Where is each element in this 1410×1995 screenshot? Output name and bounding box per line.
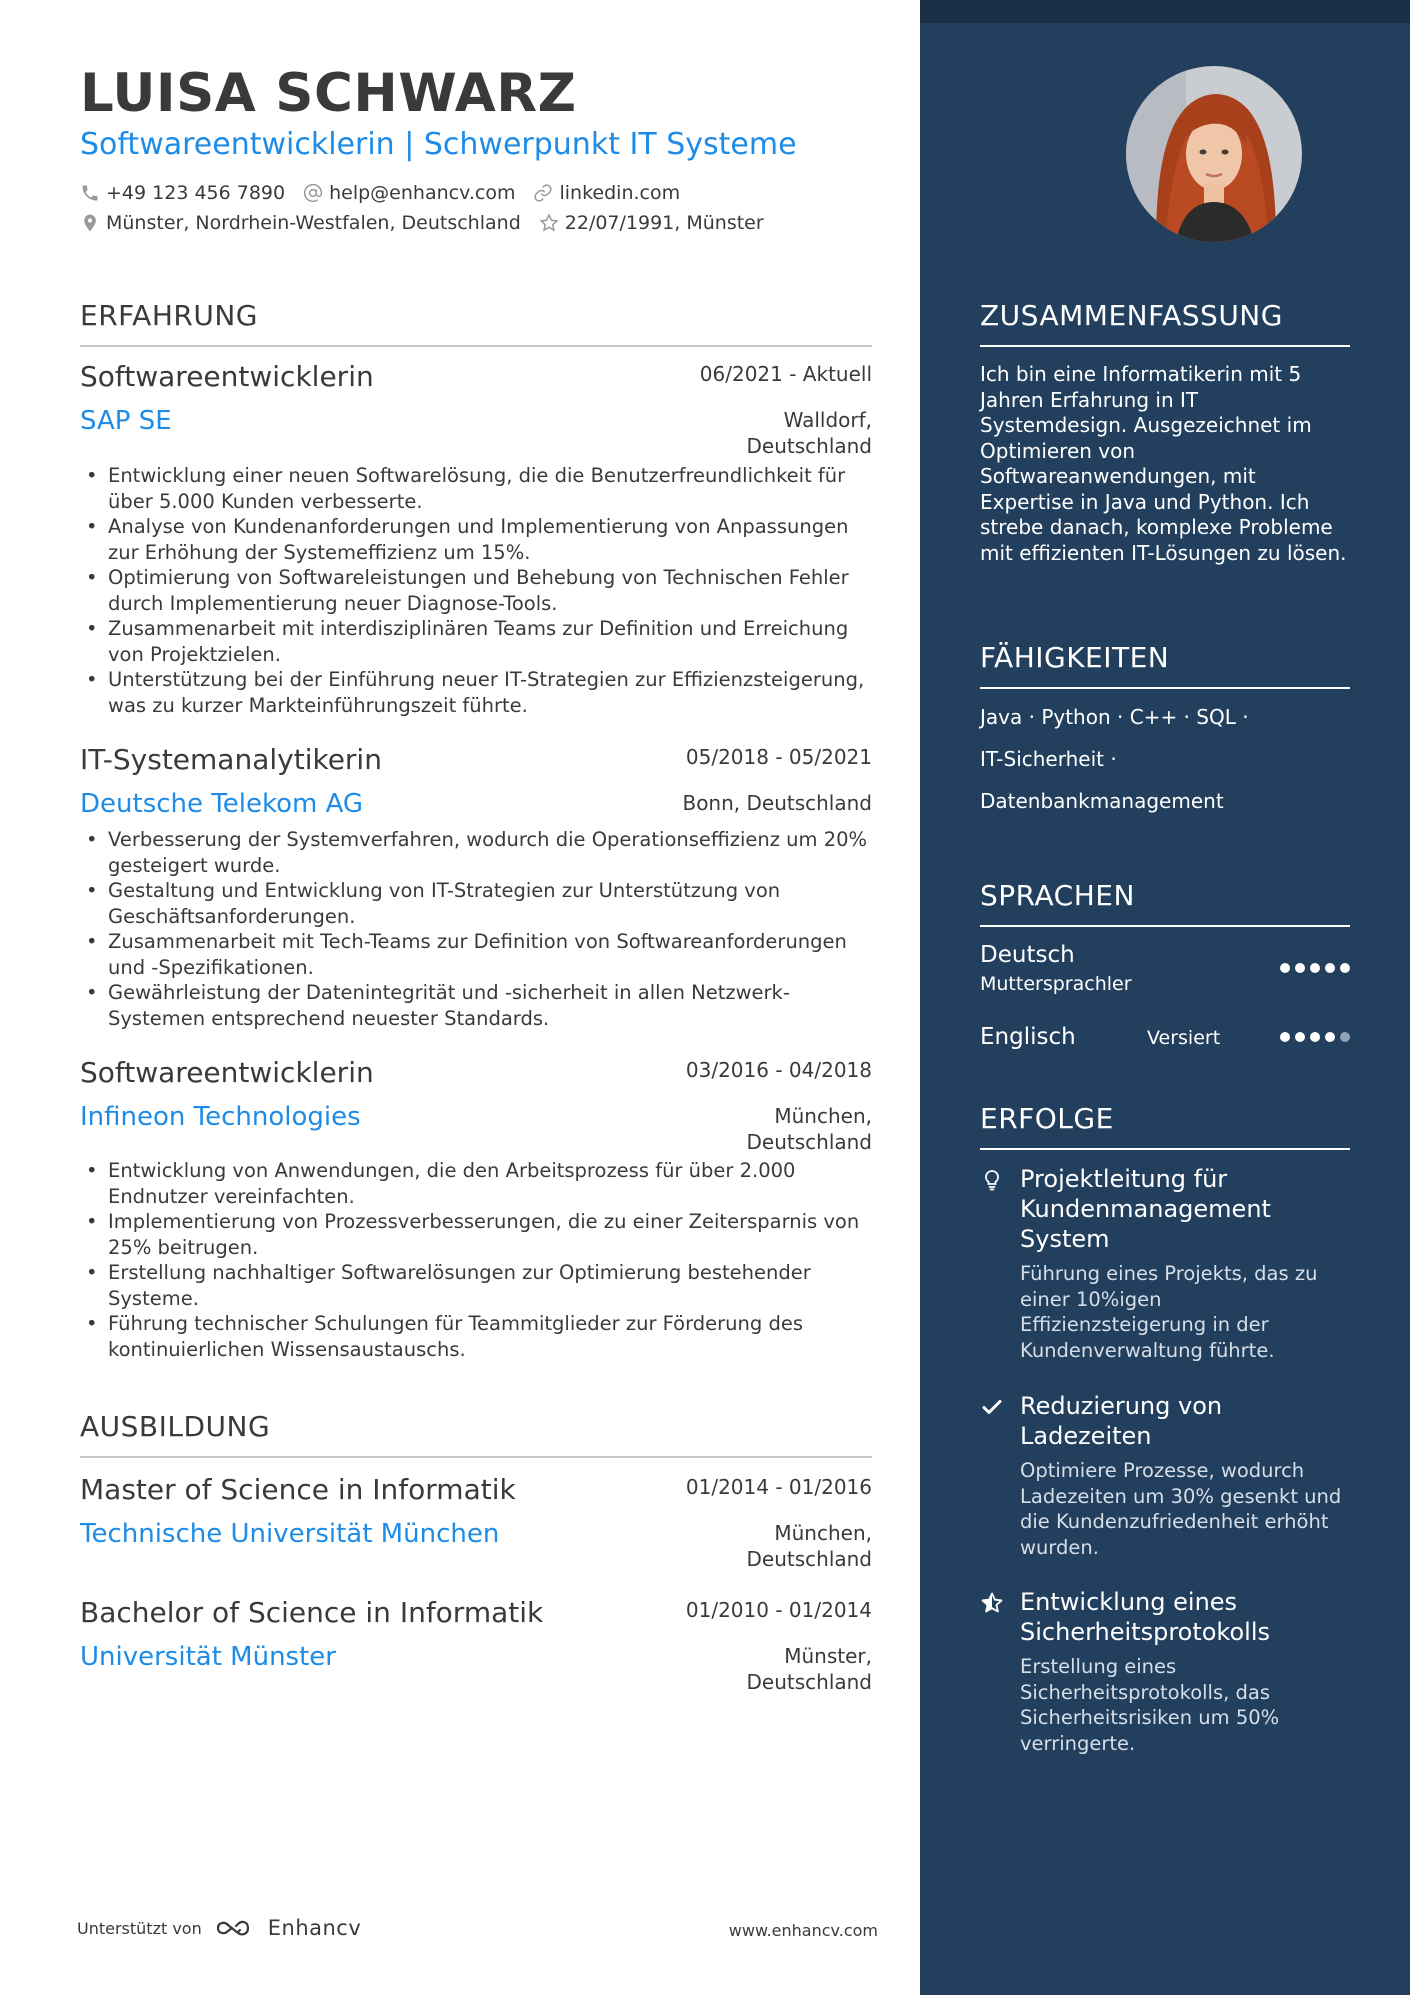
education-heading: AUSBILDUNG: [80, 1410, 271, 1443]
job-bullet: • Verbesserung der Systemverfahren, wodurch die Operationseffizienz um 20% gesteigert wurde.: [108, 827, 872, 878]
school-name: Universität Münster: [80, 1642, 336, 1672]
star-outline-icon: [539, 213, 559, 233]
rating-dot: [1310, 1032, 1320, 1042]
education-divider: [80, 1456, 872, 1458]
enhancv-brand[interactable]: Enhancv: [267, 1916, 362, 1940]
job-location-line1: Walldorf,: [783, 408, 872, 432]
job-bullet: • Analyse von Kundenanforderungen und Implementierung von Anpassungen zur Erhöhung der Systemeffizienz um 15%.: [108, 514, 872, 565]
job-bullet: • Optimierung von Softwareleistungen und Behebung von Technischen Fehler durch Implementierung neuer Diagnose-Tools.: [108, 565, 872, 616]
job-location: [747, 407, 873, 459]
skills-divider: [980, 687, 1350, 689]
summary-heading: ZUSAMMENFASSUNG: [980, 299, 1283, 332]
birth-contact: [539, 212, 764, 234]
rating-dot: [1310, 963, 1320, 973]
sidebar-top-bar: [920, 0, 1410, 23]
job-location: [682, 790, 872, 816]
achievement-description: Führung eines Projekts, das zu einer 10%igen Effizienzsteigerung in der Kundenverwaltung führte.: [1020, 1262, 1318, 1362]
school-location: [747, 1643, 873, 1695]
school-location-line1: München,: [774, 1521, 872, 1545]
lightbulb-icon: [980, 1168, 1004, 1192]
job-role: Softwareentwicklerin: [80, 360, 374, 393]
school-location: [747, 1520, 873, 1572]
achievement-description: Erstellung eines Sicherheitsprotokolls, das Sicherheitsrisiken um 50% verringerte.: [1020, 1655, 1280, 1755]
school-location-line1: Münster,: [784, 1644, 872, 1668]
job-bullet: • Entwicklung von Anwendungen, die den Arbeitsprozess für über 2.000 Endnutzer vereinfachten.: [108, 1158, 872, 1209]
school-name: Technische Universität München: [80, 1519, 500, 1549]
sidebar: [920, 0, 1410, 1995]
linkedin-contact[interactable]: [533, 182, 680, 204]
degree-dates: 01/2010 - 01/2014: [685, 1598, 872, 1622]
phone-contact: [80, 182, 285, 204]
job-company: SAP SE: [80, 406, 172, 436]
achievement-title: Projektleitung für Kundenmanagement System: [1020, 1165, 1271, 1253]
achievements-heading: ERFOLGE: [980, 1102, 1114, 1135]
contact-row-1: [80, 182, 698, 204]
rating-dot: [1340, 963, 1350, 973]
job-bullet: • Führung technischer Schulungen für Teammitglieder zur Förderung des kontinuierlichen Wissensaustauschs.: [108, 1311, 872, 1362]
skills-list-line: Java · Python · C++ · SQL ·: [980, 705, 1249, 729]
star-icon: [980, 1591, 1004, 1615]
summary-divider: [980, 345, 1350, 347]
rating-dot: [1325, 963, 1335, 973]
link-icon: [533, 183, 553, 203]
rating-dot: [1325, 1032, 1335, 1042]
rating-dot: [1340, 1032, 1350, 1042]
footer-website[interactable]: www.enhancv.com: [728, 1921, 878, 1940]
achievement-title: Reduzierung von Ladezeiten: [1020, 1392, 1223, 1450]
degree-title: Bachelor of Science in Informatik: [80, 1596, 544, 1629]
language-level: Muttersprachler: [980, 973, 1132, 995]
job-role: Softwareentwicklerin: [80, 1056, 374, 1089]
achievement-title: Entwicklung eines Sicherheitsprotokolls: [1020, 1588, 1270, 1646]
job-location-line2: Deutschland: [746, 434, 872, 458]
language-rating: [1280, 1032, 1350, 1042]
languages-heading: SPRACHEN: [980, 879, 1135, 912]
check-icon: [980, 1395, 1004, 1419]
location-contact: [80, 212, 521, 234]
school-location-line2: Deutschland: [746, 1670, 872, 1694]
location-text: Münster, Nordrhein-Westfalen, Deutschland: [106, 212, 521, 234]
birth-text: 22/07/1991, Münster: [564, 212, 764, 234]
job-bullet: • Zusammenarbeit mit Tech-Teams zur Definition von Softwareanforderungen und -Spezifikationen.: [108, 929, 872, 980]
languages-divider: [980, 925, 1350, 927]
rating-dot: [1280, 963, 1290, 973]
language-name: Englisch: [980, 1024, 1076, 1050]
contact-row-2: [80, 212, 782, 234]
powered-by-text: Unterstützt von: [77, 1918, 202, 1938]
job-bullet: • Gestaltung und Entwicklung von IT-Strategien zur Unterstützung von Geschäftsanforderungen.: [108, 878, 872, 929]
rating-dot: [1295, 1032, 1305, 1042]
candidate-title: Softwareentwicklerin | Schwerpunkt IT Systeme: [80, 127, 797, 162]
skills-heading: FÄHIGKEITEN: [980, 641, 1170, 674]
job-location-line1: Bonn, Deutschland: [682, 791, 872, 815]
rating-dot: [1280, 1032, 1290, 1042]
email-address[interactable]: help@enhancv.com: [329, 182, 516, 204]
job-dates: 05/2018 - 05/2021: [685, 745, 872, 769]
degree-title: Master of Science in Informatik: [80, 1473, 516, 1506]
job-location-line1: München,: [774, 1104, 872, 1128]
job-bullet: • Entwicklung einer neuen Softwarelösung, die die Benutzerfreundlichkeit für über 5.000 Kunden verbesserte.: [108, 463, 872, 514]
job-bullet: • Implementierung von Prozessverbesserungen, die zu einer Zeitersparnis von 25% beitrugen.: [108, 1209, 872, 1260]
job-bullet: • Unterstützung bei der Einführung neuer IT-Strategien zur Effizienzsteigerung, was zu kurzer Markteinführungszeit führte.: [108, 667, 872, 718]
job-bullet: • Gewährleistung der Datenintegrität und -sicherheit in allen Netzwerk-Systemen entsprechend neuester Standards.: [108, 980, 872, 1031]
degree-dates: 01/2014 - 01/2016: [685, 1475, 872, 1499]
school-location-line2: Deutschland: [746, 1547, 872, 1571]
job-bullet: • Zusammenarbeit mit interdisziplinären Teams zur Definition und Erreichung von Projektzielen.: [108, 616, 872, 667]
profile-photo: [1126, 66, 1302, 242]
phone-number: +49 123 456 7890: [106, 182, 286, 204]
language-rating: [1280, 963, 1350, 973]
achievements-divider: [980, 1148, 1350, 1150]
rating-dot: [1295, 963, 1305, 973]
job-dates: 03/2016 - 04/2018: [685, 1058, 872, 1082]
job-company: Infineon Technologies: [80, 1102, 361, 1132]
phone-icon: [80, 183, 100, 203]
job-bullets: [80, 463, 872, 718]
job-dates: 06/2021 - Aktuell: [699, 362, 872, 386]
candidate-name: LUISA SCHWARZ: [80, 63, 577, 124]
job-location: [747, 1103, 873, 1155]
job-company: Deutsche Telekom AG: [80, 789, 364, 819]
skills-list-line: Datenbankmanagement: [980, 789, 1224, 813]
job-location-line2: Deutschland: [746, 1130, 872, 1154]
job-bullets: [80, 827, 872, 1031]
job-role: IT-Systemanalytikerin: [80, 743, 382, 776]
skills-list-line: IT-Sicherheit ·: [980, 747, 1117, 771]
location-pin-icon: [80, 213, 100, 233]
experience-divider: [80, 345, 872, 347]
experience-heading: ERFAHRUNG: [80, 299, 258, 332]
job-bullet: • Erstellung nachhaltiger Softwarelösungen zur Optimierung bestehender Systeme.: [108, 1260, 872, 1311]
summary-text: Ich bin eine Informatikerin mit 5 Jahren Erfahrung in IT Systemdesign. Ausgezeichnet im Optimieren von Softwareanwendungen, mit Expertise in Java und Python. Ich strebe danach, komplexe Probleme mit effizienten IT-Lösungen zu lösen.: [980, 362, 1347, 565]
language-level: Versiert: [1147, 1027, 1221, 1049]
at-icon: [303, 183, 323, 203]
job-bullets: [80, 1158, 872, 1362]
profile-photo-image: [1126, 66, 1302, 242]
language-name: Deutsch: [980, 942, 1075, 968]
achievement-description: Optimiere Prozesse, wodurch Ladezeiten um 30% gesenkt und die Kundenzufriedenheit erhöht wurden.: [1020, 1459, 1342, 1559]
linkedin-link[interactable]: linkedin.com: [559, 182, 681, 204]
email-contact[interactable]: [303, 182, 515, 204]
